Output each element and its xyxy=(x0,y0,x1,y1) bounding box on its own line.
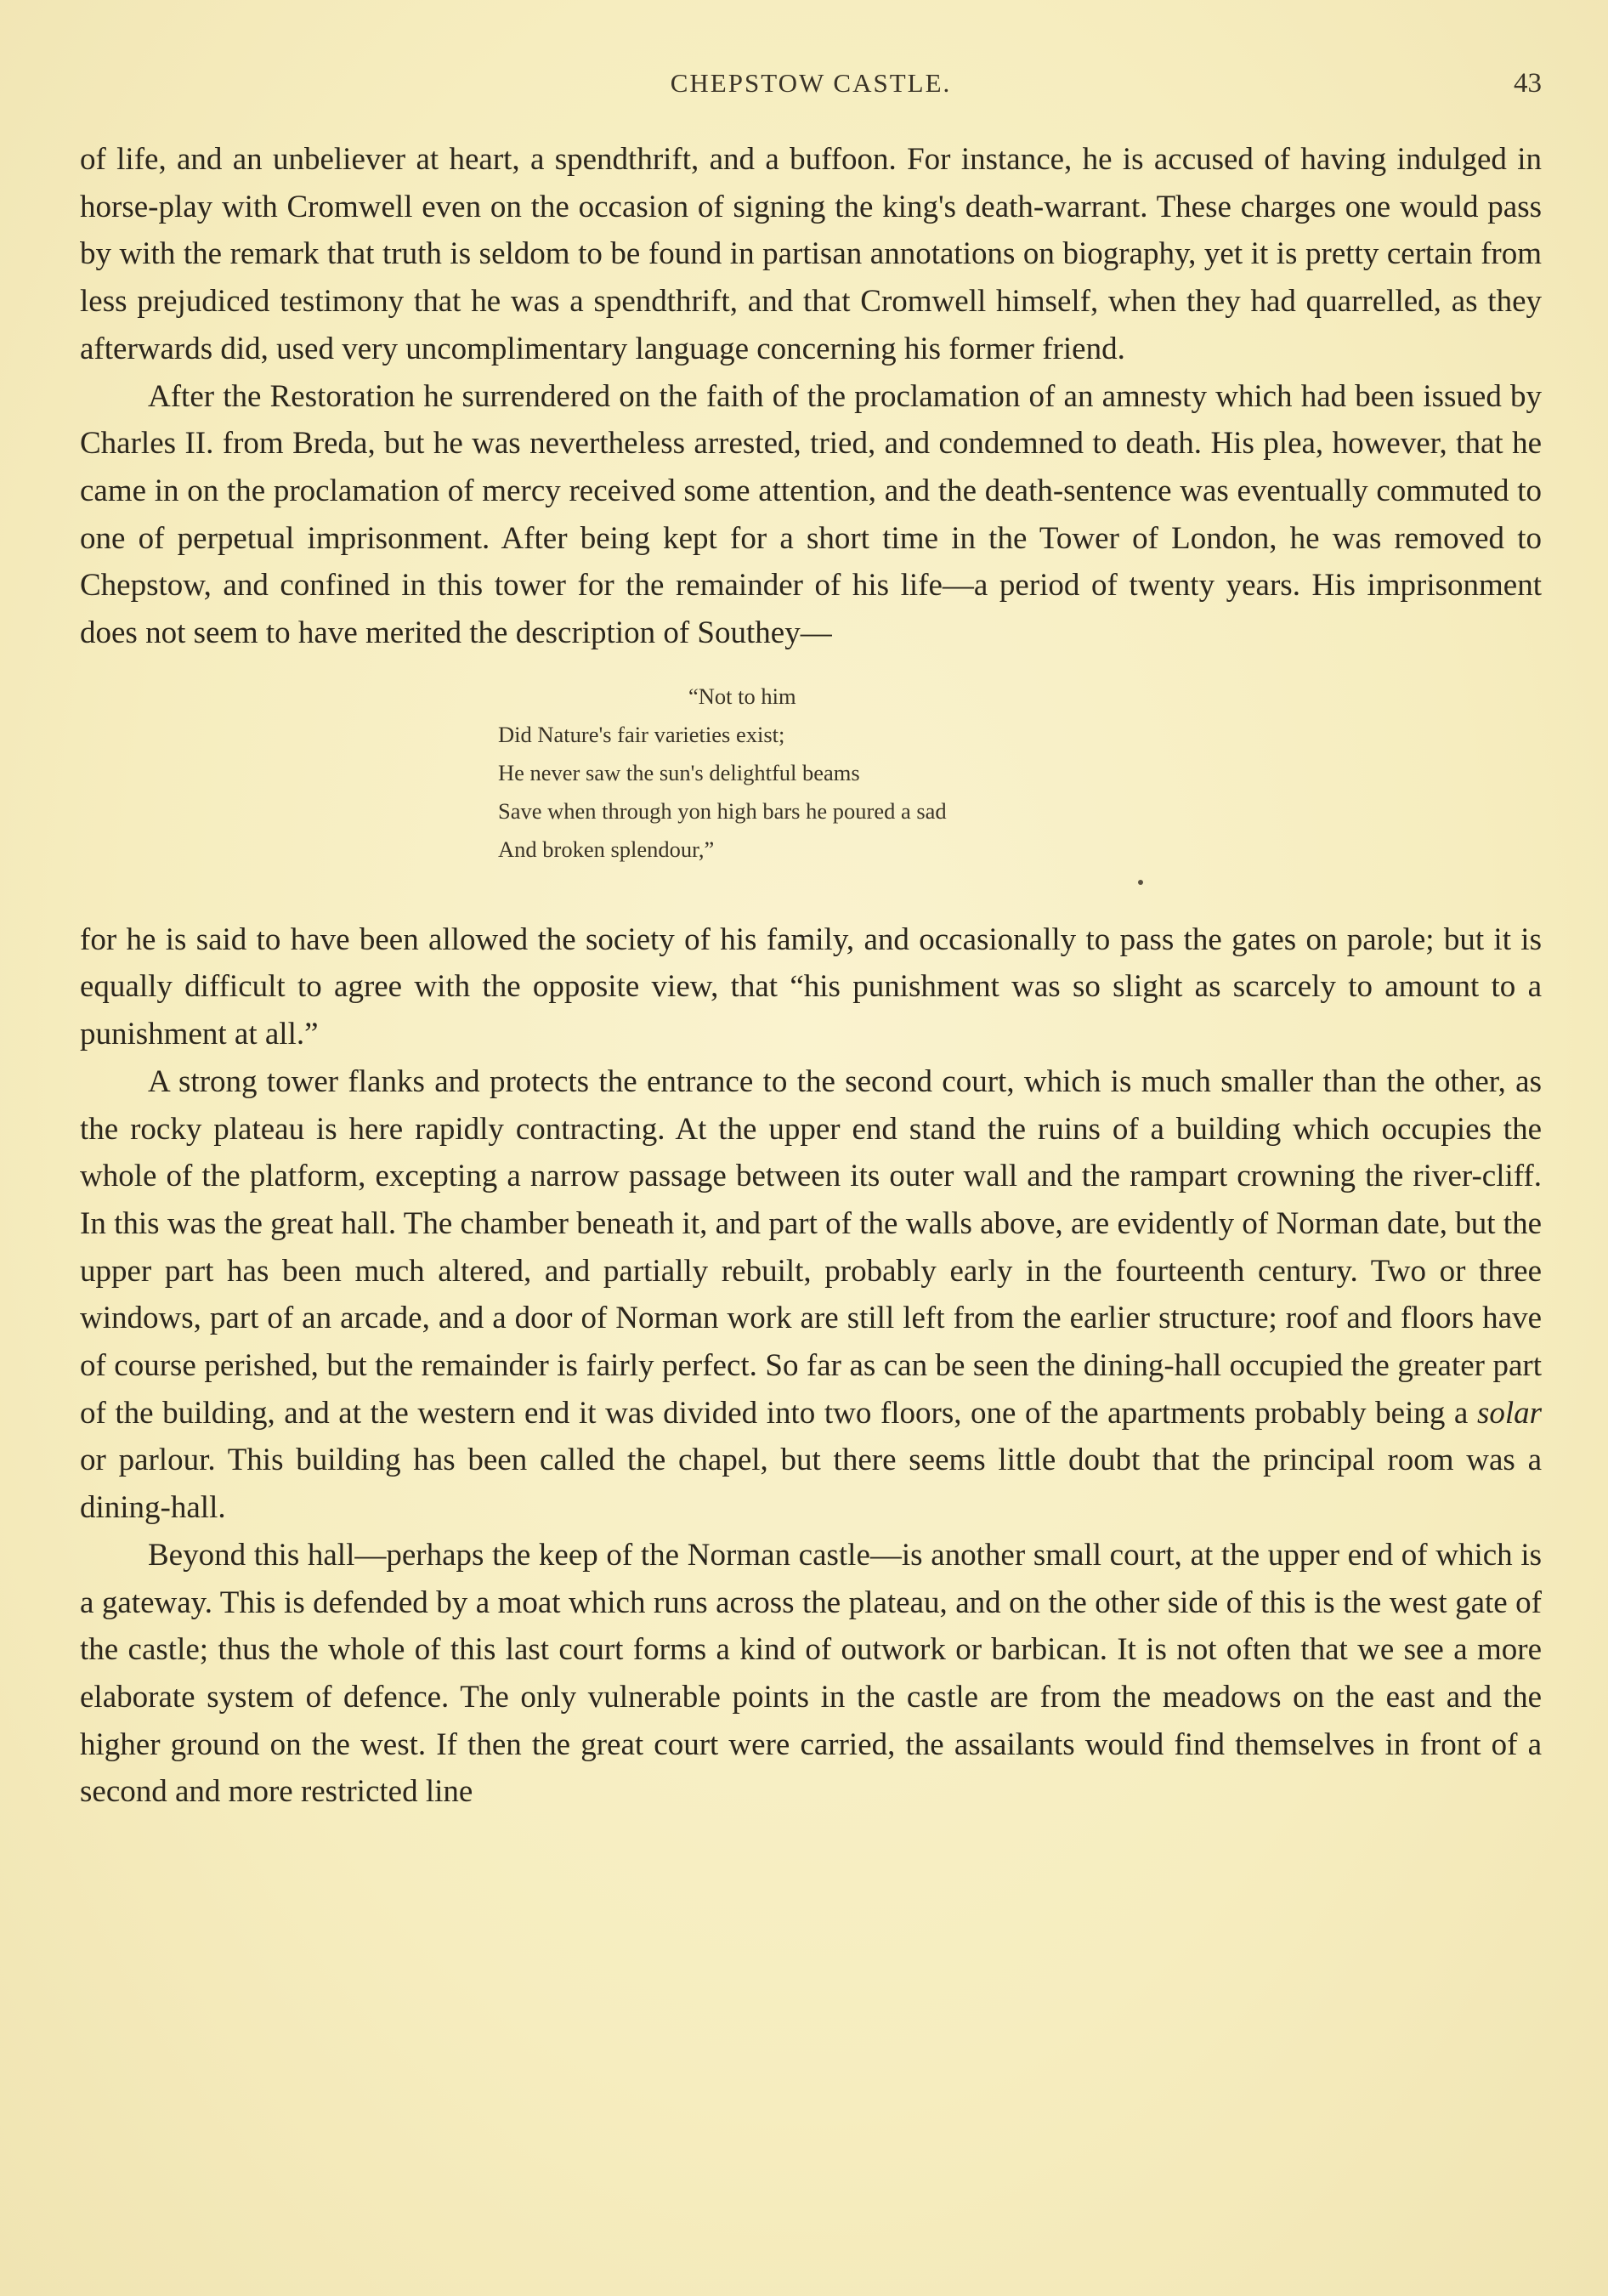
paragraph-3: for he is said to have been allowed the society of his family, and occasionally to pass the gates on parole; but it is equally difficult to agree with the opposite view, that “his punishment was so slight as scarcely to amount to a punishment at all.” xyxy=(80,921,1542,1052)
verse-quotation xyxy=(498,677,1542,869)
paragraph-4-italic-word: solar xyxy=(1476,1395,1543,1431)
running-header xyxy=(80,68,1542,119)
verse-line-4: Save when through yon high bars he poured a sad xyxy=(498,797,947,824)
verse-line-1: “Not to him xyxy=(688,683,796,709)
verse-line-3: He never saw the sun's delightful beams xyxy=(498,759,860,785)
paragraph-5: Beyond this hall—perhaps the keep of the Norman castle—is another small court, at the upper end of which is a gateway. This is defended by a moat which runs across the plateau, and on the other side of this is the west gate of the castle; thus the whole of this last court forms a kind of outwork or barbican. It is not often that we see a more elaborate system of defence. The only vulnerable points in the castle are from the meadows on the east and the higher ground on the west. If then the great court were carried, the assailants would find themselves in front of a second and more restricted line xyxy=(80,1537,1542,1810)
paragraph-2: After the Restoration he surrendered on the faith of the proclamation of an amnesty which had been issued by Charles II. from Breda, but he was nevertheless arrested, tried, and condemned to death. His plea, however, that he came in on the proclamation of mercy received some attention, and the death-sentence was eventually commuted to one of perpetual imprisonment. After being kept for a short time in the Tower of London, he was removed to Chepstow, and confined in this tower for the remainder of his life—a period of twenty years. His imprisonment does not seem to have merited the description of Southey— xyxy=(80,378,1542,651)
verse-line-2: Did Nature's fair varieties exist; xyxy=(498,721,785,747)
ink-speck xyxy=(1138,880,1143,885)
page-title: CHEPSTOW CASTLE. xyxy=(670,68,952,98)
paragraph-1: of life, and an unbeliever at heart, a spendthrift, and a buffoon. For instance, he is accused of having indulged in horse-play with Cromwell even on the occasion of signing the king's death-warrant. These charges one would pass by with the remark that truth is seldom to be found in partisan annotations on biography, yet it is pretty certain from less prejudiced testimony that he was a spendthrift, and that Cromwell himself, when they had quarrelled, as they afterwards did, used very uncomplimentary language concerning his former friend. xyxy=(80,142,1542,366)
book-page xyxy=(80,68,1542,1816)
page-number: 43 xyxy=(1514,68,1542,99)
paragraph-4 xyxy=(80,1058,1542,1532)
paragraph-4-text-b: or parlour. This building has been called the chapel, but there seems little doubt that the principal room was a dining-hall. xyxy=(80,1443,1542,1526)
body-text xyxy=(80,136,1542,1816)
paragraph-4-text-a: A strong tower flanks and protects the entrance to the second court, which is much smaller than the other, as the rocky plateau is here rapidly contracting. At the upper end stand the ruins of a building which occupies the whole of the platform, excepting a narrow passage between its outer wall and the rampart crowning the river-cliff. In this was the great hall. The chamber beneath it, and part of the walls above, are evidently of Norman date, but the upper part has been much altered, and partially rebuilt, probably early in the fourteenth century. Two or three windows, part of an arcade, and a door of Norman work are still left from the earlier structure; roof and floors have of course perished, but the remainder is fairly perfect. So far as can be seen the dining-hall occupied the greater part of the building, and at the western end it was divided into two floors, one of the apartments probably being a xyxy=(80,1063,1542,1431)
verse-line-5: And broken splendour,” xyxy=(498,836,715,862)
